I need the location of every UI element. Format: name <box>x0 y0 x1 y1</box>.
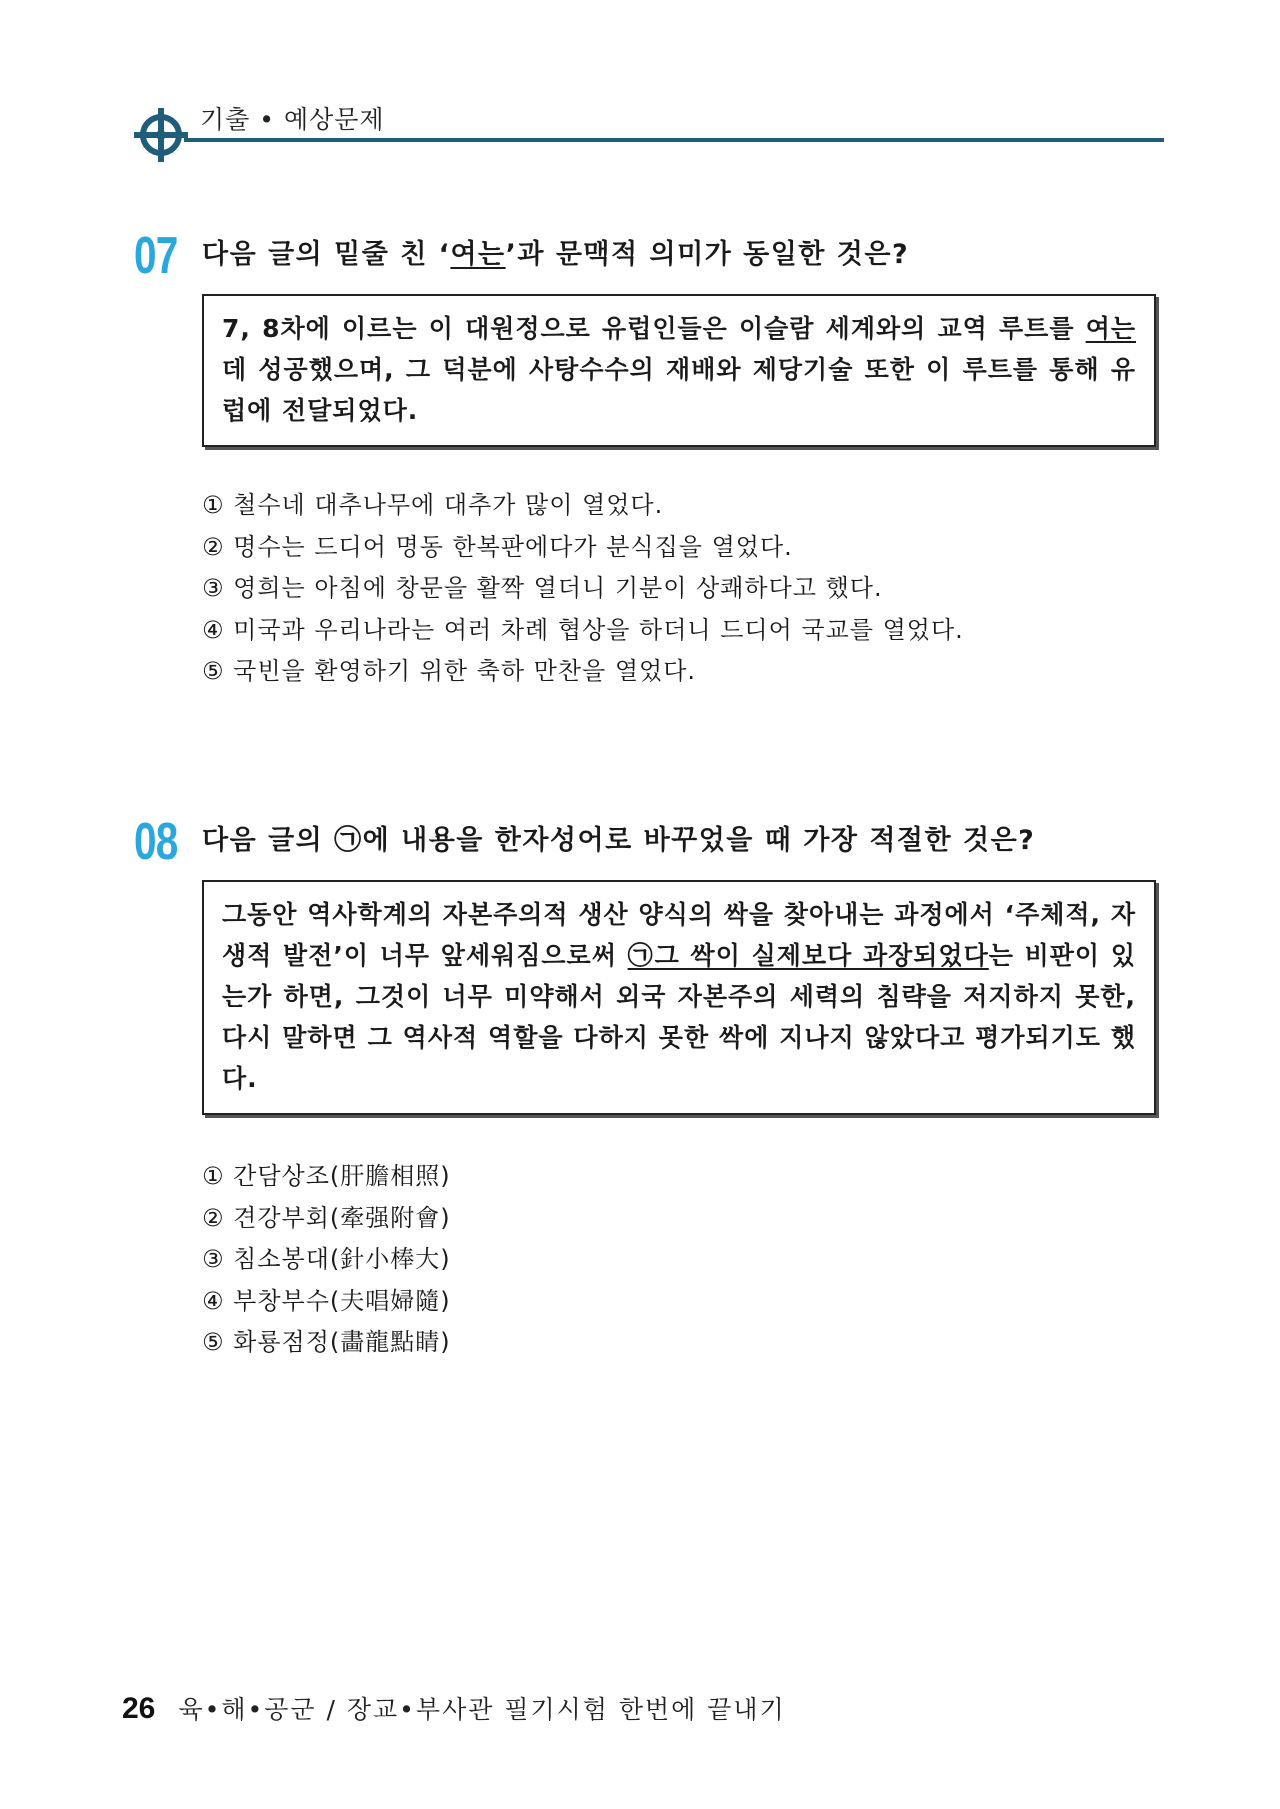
page-number: 26 <box>122 1692 156 1725</box>
question-prompt: 다음 글의 ㉠에 내용을 한자성어로 바꾸었을 때 가장 적절한 것은? <box>202 825 1036 856</box>
choice-list <box>202 485 964 693</box>
passage-box: 7, 8차에 이르는 이 대원정으로 유럽인들은 이슬람 세계와의 교역 루트를 여는 데 성공했으며, 그 덕분에 사탕수수의 재배와 제당기술 또한 이 루트를 통해 유럽에 전달되었다. <box>202 294 1156 447</box>
header-title: 기출 • 예상문제 <box>200 105 385 134</box>
book-title: 육•해•공군 / 장교•부사관 필기시험 한번에 끝내기 <box>178 1695 786 1724</box>
question-prompt: 다음 글의 밑줄 친 ‘여는’과 문맥적 의미가 동일한 것은? <box>202 239 910 270</box>
choice-3[interactable]: ③ 침소봉대(針小棒大) <box>202 1245 451 1273</box>
choice-list <box>202 1156 451 1364</box>
question-number: 07 <box>134 227 178 285</box>
choice-3[interactable]: ③ 영희는 아침에 창문을 활짝 열더니 기분이 상쾌하다고 했다. <box>202 574 883 602</box>
choice-1[interactable]: ① 간담상조(肝膽相照) <box>202 1162 451 1190</box>
choice-4[interactable]: ④ 부창부수(夫唱婦隨) <box>202 1286 451 1315</box>
choice-1[interactable]: ① 철수네 대추나무에 대추가 많이 열었다. <box>202 491 664 519</box>
crosshair-logo-icon <box>134 108 188 162</box>
page-header <box>134 96 1164 166</box>
choice-2[interactable]: ② 명수는 드디어 명동 한복판에다가 분식집을 열었다. <box>202 532 793 561</box>
choice-5[interactable]: ⑤ 국빈을 환영하기 위한 축하 만찬을 열었다. <box>202 657 697 685</box>
choice-2[interactable]: ② 견강부회(牽强附會) <box>202 1203 451 1232</box>
passage-box: 그동안 역사학계의 자본주의적 생산 양식의 싹을 찾아내는 과정에서 ‘주체적, 자생적 발전’이 너무 앞세워짐으로써 ㉠그 싹이 실제보다 과장되었다는 비판이 있는가 하면, 그것이 너무 미약해서 외국 자본주의 세력의 침략을 저지하지 못한, 다시 말하면 그 역사적 역할을 다하지 못한 싹에 지나지 않았다고 평가되기도 했다. <box>202 880 1156 1115</box>
page-footer <box>122 1690 786 1726</box>
choice-5[interactable]: ⑤ 화룡점정(畵龍點睛) <box>202 1328 451 1356</box>
header-rule <box>184 138 1164 142</box>
choice-4[interactable]: ④ 미국과 우리나라는 여러 차례 협상을 하더니 드디어 국교를 열었다. <box>202 615 964 644</box>
question-number: 08 <box>134 813 178 871</box>
